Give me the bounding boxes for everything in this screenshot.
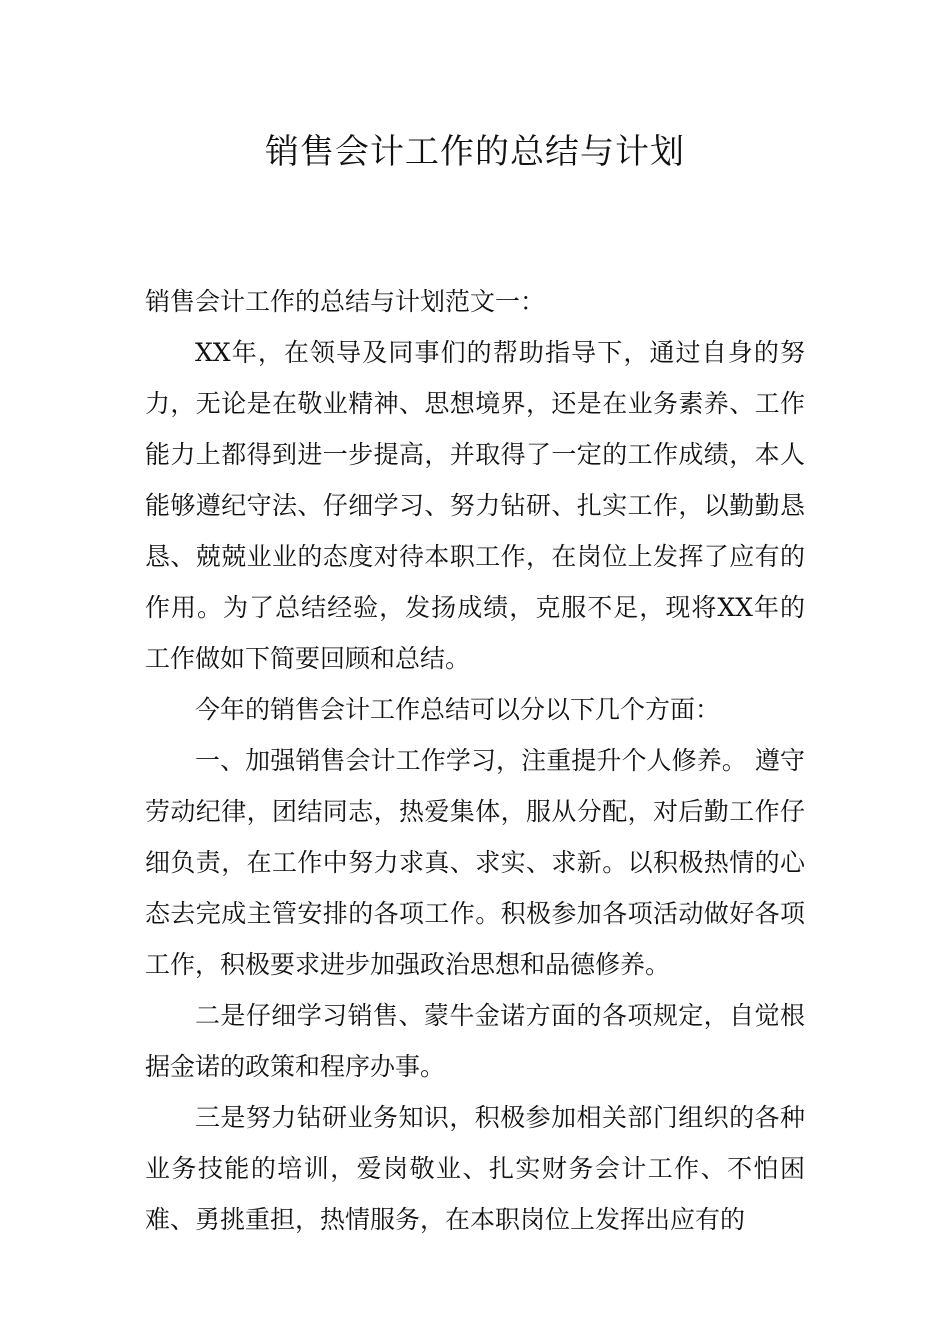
paragraph-4: 二是仔细学习销售、蒙牛金诺方面的各项规定，自觉根据金诺的政策和程序办事。 <box>145 1001 805 1081</box>
paragraph-2: 今年的销售会计工作总结可以分以下几个方面： <box>195 695 721 724</box>
paragraph-1: XX年，在领导及同事们的帮助指导下，通过自身的努力，无论是在敬业精神、思想境界，还是在业务素养、工作能力上都得到进一步提高，并取得了一定的工作成绩，本人能够遵纪守法、仔细学习、努力钻研、扎实工作，以勤勤恳恳、兢兢业业的态度对待本职工作，在岗位上发挥了应有的作用。为了总结经验，发扬成绩，克服不足，现将XX年的工作做如下简要回顾和总结。 <box>145 338 805 673</box>
document-title: 销售会计工作的总结与计划 <box>265 132 685 172</box>
document-body <box>145 276 805 1245</box>
intro-heading: 销售会计工作的总结与计划范文一： <box>145 287 546 316</box>
paragraph-5: 三是努力钻研业务知识，积极参加相关部门组织的各种业务技能的培训，爱岗敬业、扎实财务会计工作、不怕困难、勇挑重担，热情服务，在本职岗位上发挥出应有的 <box>145 1103 805 1234</box>
paragraph-3: 一、加强销售会计工作学习，注重提升个人修养。 遵守劳动纪律，团结同志，热爱集体，服从分配，对后勤工作仔细负责，在工作中努力求真、求实、求新。以积极热情的心态去完成主管安排的各项工作。积极参加各项活动做好各项工作，积极要求进步加强政治思想和品德修养。 <box>145 746 805 979</box>
